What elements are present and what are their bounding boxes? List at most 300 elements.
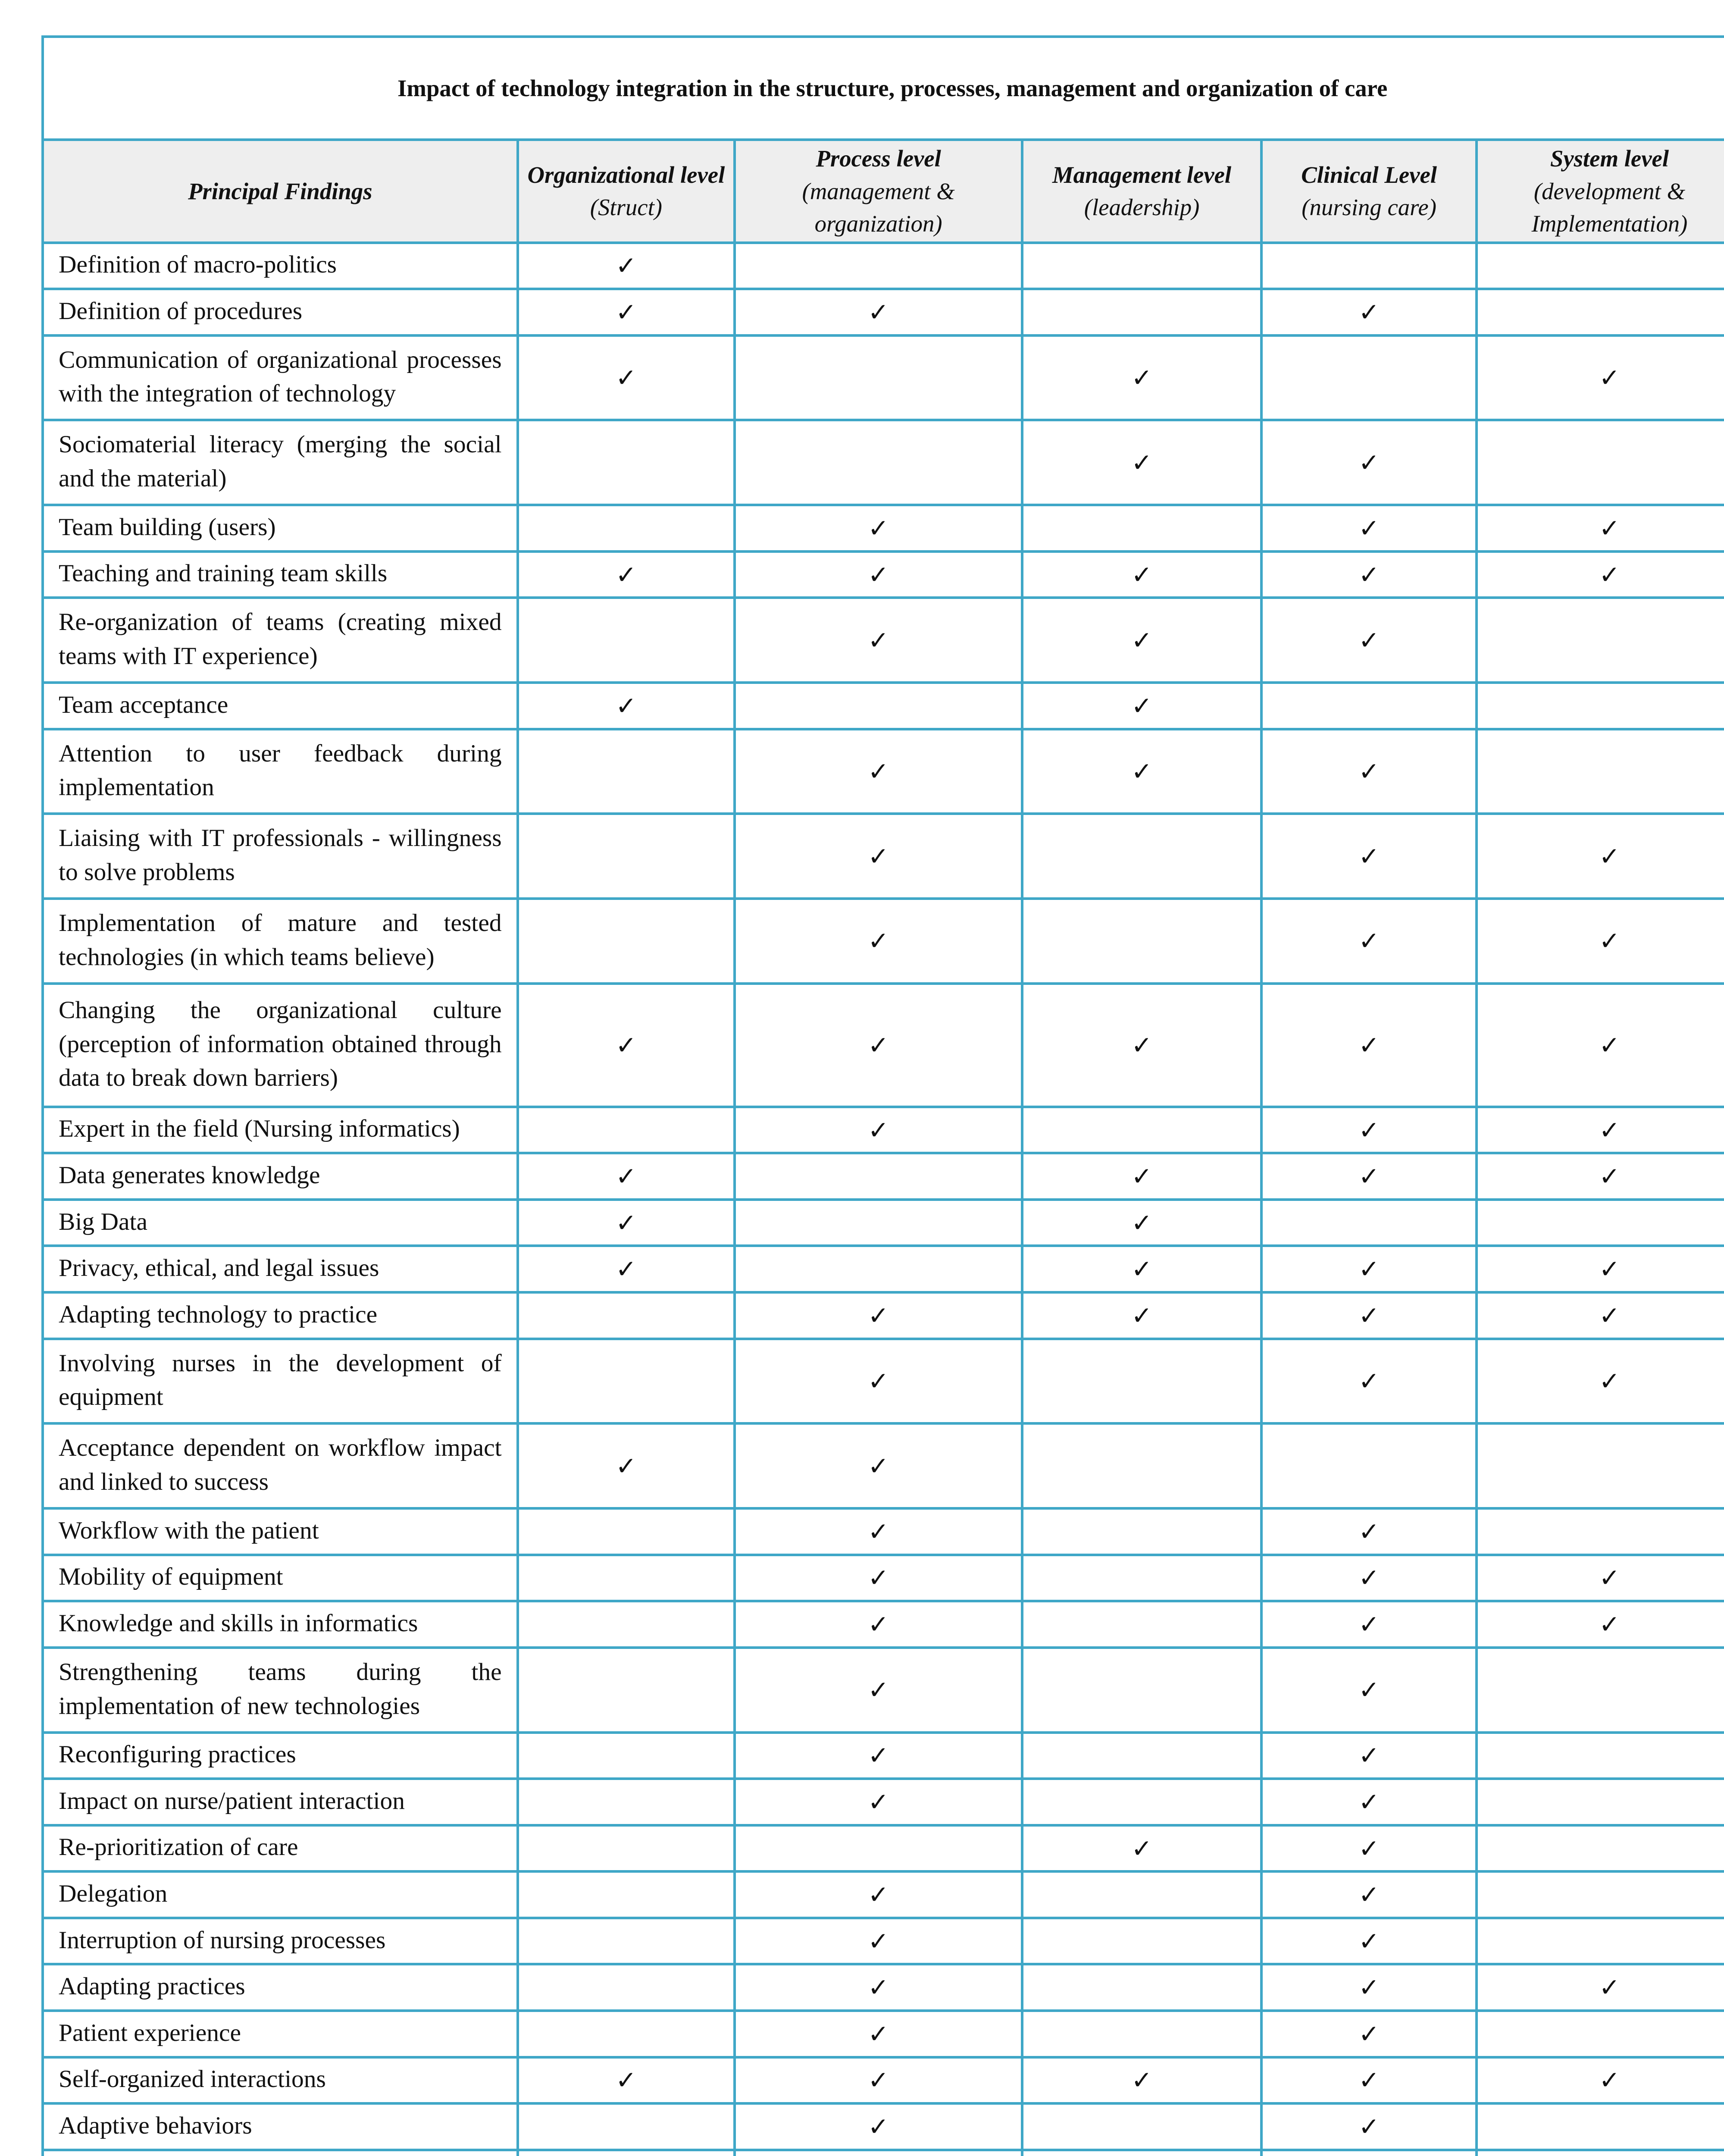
finding-cell: Re-prioritization of care [43,1825,518,1872]
cell-system [1477,683,1724,729]
finding-cell: Implementation of mature and tested technologies (in which teams believe) [43,899,518,984]
cell-clinical [1261,420,1477,505]
cell-clinical [1261,1918,1477,1965]
cell-system [1477,814,1724,899]
cell-process [735,1292,1022,1339]
cell-organizational [518,598,735,683]
table-row [43,1601,1724,1648]
table-row [43,1871,1724,1918]
cell-organizational [518,1423,735,1508]
check-icon: ✓ [868,841,889,871]
cell-organizational [518,1555,735,1601]
cell-management [1022,2150,1261,2156]
table-row [43,420,1724,505]
cell-organizational [518,729,735,814]
finding-cell: Adapting technology to practice [43,1292,518,1339]
cell-management [1022,1339,1261,1424]
table-row [43,1292,1724,1339]
check-icon: ✓ [868,625,889,655]
cell-organizational [518,814,735,899]
check-icon: ✓ [1599,1254,1620,1284]
finding-cell: Self-organized interactions [43,2057,518,2104]
finding-cell: Workflow with the patient [43,1508,518,1555]
check-icon: ✓ [1358,625,1380,655]
cell-process [735,289,1022,335]
finding-cell: Definition of macro-politics [43,243,518,289]
cell-clinical [1261,1825,1477,1872]
cell-management [1022,2011,1261,2057]
finding-cell: Acceptance dependent on workflow impact and linked to success [43,1423,518,1508]
table-row [43,1964,1724,2011]
cell-clinical [1261,729,1477,814]
check-icon: ✓ [868,1675,889,1705]
cell-organizational [518,1648,735,1733]
cell-process [735,598,1022,683]
check-icon: ✓ [616,251,637,281]
cell-clinical [1261,552,1477,598]
finding-cell: Big Data [43,1200,518,1246]
cell-clinical [1261,1779,1477,1825]
check-icon: ✓ [616,363,637,393]
check-icon: ✓ [1599,363,1620,393]
check-icon: ✓ [868,1030,889,1060]
check-icon: ✓ [1358,1254,1380,1284]
check-icon: ✓ [1599,1162,1620,1191]
table-row [43,899,1724,984]
check-icon: ✓ [1131,1162,1152,1191]
cell-clinical [1261,1508,1477,1555]
cell-process [735,2057,1022,2104]
cell-system [1477,1508,1724,1555]
header-org-title: Organizational level [527,161,725,188]
cell-process [735,1601,1022,1648]
cell-management [1022,1825,1261,1872]
finding-cell: Interruption of nursing processes [43,1918,518,1965]
cell-organizational [518,420,735,505]
check-icon: ✓ [616,1451,637,1481]
table-row [43,1153,1724,1200]
check-icon: ✓ [1358,841,1380,871]
check-icon: ✓ [1599,1563,1620,1593]
check-icon: ✓ [616,560,637,589]
cell-process [735,814,1022,899]
header-clinical-sub: (nursing care) [1302,194,1436,221]
header-clinical-level [1261,140,1477,243]
header-process-level [735,140,1022,243]
header-process-title: Process level [816,145,941,172]
check-icon: ✓ [1131,2065,1152,2095]
check-icon: ✓ [868,1300,889,1330]
cell-system [1477,420,1724,505]
finding-cell: Patient experience [43,2011,518,2057]
table-row [43,1733,1724,1779]
cell-management [1022,1964,1261,2011]
cell-organizational [518,1292,735,1339]
check-icon: ✓ [868,757,889,787]
check-icon: ✓ [1358,1833,1380,1863]
cell-organizational [518,2150,735,2156]
finding-cell: Reconfiguring practices [43,1733,518,1779]
cell-system [1477,1200,1724,1246]
cell-process [735,420,1022,505]
cell-process [735,683,1022,729]
finding-cell: Definition of procedures [43,289,518,335]
cell-process [735,1423,1022,1508]
check-icon: ✓ [1599,926,1620,956]
finding-cell: Mobility of equipment [43,1555,518,1601]
cell-process [735,1964,1022,2011]
cell-management [1022,814,1261,899]
cell-system [1477,2103,1724,2150]
cell-process [735,984,1022,1107]
finding-cell: Expert in the field (Nursing informatics) [43,1107,518,1153]
cell-process [735,243,1022,289]
check-icon: ✓ [1358,1675,1380,1705]
cell-management [1022,899,1261,984]
cell-clinical [1261,899,1477,984]
cell-process [735,2150,1022,2156]
check-icon: ✓ [868,1366,889,1396]
check-icon: ✓ [868,1880,889,1910]
finding-cell: Team acceptance [43,683,518,729]
cell-system [1477,1871,1724,1918]
table-row [43,984,1724,1107]
check-icon: ✓ [868,1517,889,1546]
cell-process [735,1153,1022,1200]
finding-cell: Involving nurses in the development of equipment [43,1339,518,1424]
check-icon: ✓ [1131,1833,1152,1863]
cell-organizational [518,289,735,335]
cell-clinical [1261,335,1477,420]
cell-process [735,2011,1022,2057]
cell-organizational [518,984,735,1107]
check-icon: ✓ [868,1451,889,1481]
table-row [43,552,1724,598]
header-system-level [1477,140,1724,243]
cell-clinical [1261,2011,1477,2057]
cell-system [1477,1423,1724,1508]
cell-management [1022,683,1261,729]
table-row [43,1825,1724,1872]
cell-organizational [518,1964,735,2011]
check-icon: ✓ [868,2112,889,2141]
check-icon: ✓ [868,1787,889,1817]
check-icon: ✓ [868,1115,889,1145]
check-icon: ✓ [868,926,889,956]
check-icon: ✓ [1599,1300,1620,1330]
check-icon: ✓ [1358,2065,1380,2095]
table-row [43,598,1724,683]
check-icon: ✓ [868,297,889,327]
table-title: Impact of technology integration in the structure, processes, management and organization of care [43,37,1724,140]
check-icon: ✓ [616,297,637,327]
cell-organizational [518,1339,735,1424]
check-icon: ✓ [616,1030,637,1060]
header-process-sub: (management & organization) [802,178,955,237]
cell-process [735,1508,1022,1555]
cell-system [1477,899,1724,984]
cell-system [1477,1779,1724,1825]
check-icon: ✓ [868,1563,889,1593]
cell-process [735,899,1022,984]
check-icon: ✓ [1358,1517,1380,1546]
finding-cell: Privacy, ethical, and legal issues [43,1246,518,1292]
cell-management [1022,2057,1261,2104]
check-icon: ✓ [1358,448,1380,477]
cell-process [735,1246,1022,1292]
cell-system [1477,1918,1724,1965]
check-icon: ✓ [1358,1880,1380,1910]
cell-organizational [518,1107,735,1153]
check-icon: ✓ [1131,1300,1152,1330]
check-icon: ✓ [868,513,889,543]
cell-clinical [1261,2103,1477,2150]
cell-management [1022,289,1261,335]
table-row [43,2011,1724,2057]
cell-management [1022,1153,1261,1200]
table-row [43,335,1724,420]
cell-management [1022,1246,1261,1292]
cell-management [1022,1508,1261,1555]
cell-system [1477,1153,1724,1200]
table-row [43,1918,1724,1965]
table-row [43,1246,1724,1292]
check-icon: ✓ [1358,1030,1380,1060]
cell-clinical [1261,598,1477,683]
table-row [43,289,1724,335]
header-org-sub: (Struct) [590,194,663,221]
cell-system [1477,243,1724,289]
cell-management [1022,335,1261,420]
cell-system [1477,1601,1724,1648]
check-icon: ✓ [1358,297,1380,327]
cell-system [1477,1292,1724,1339]
cell-process [735,1779,1022,1825]
cell-system [1477,984,1724,1107]
cell-management [1022,1555,1261,1601]
cell-system [1477,729,1724,814]
check-icon: ✓ [1599,841,1620,871]
table-row [43,1107,1724,1153]
cell-system [1477,289,1724,335]
cell-organizational [518,1871,735,1918]
finding-cell: Attention to user feedback during implementation [43,729,518,814]
table-row [43,814,1724,899]
cell-process [735,1918,1022,1965]
cell-system [1477,505,1724,552]
cell-process [735,729,1022,814]
cell-system [1477,2057,1724,2104]
table-row [43,1555,1724,1601]
table-row [43,243,1724,289]
finding-cell: Changing the organizational culture (perception of information obtained through data to break down barriers) [43,984,518,1107]
check-icon: ✓ [868,560,889,589]
cell-management [1022,984,1261,1107]
check-icon: ✓ [1131,757,1152,787]
cell-clinical [1261,1871,1477,1918]
check-icon: ✓ [1358,560,1380,589]
cell-organizational [518,1246,735,1292]
table-row [43,1423,1724,1508]
check-icon: ✓ [1358,926,1380,956]
cell-organizational [518,683,735,729]
finding-cell: Strengthening teams during the implementation of new technologies [43,1648,518,1733]
check-icon: ✓ [616,691,637,721]
cell-system [1477,1246,1724,1292]
check-icon: ✓ [1131,448,1152,477]
check-icon: ✓ [1358,1610,1380,1639]
cell-management [1022,729,1261,814]
cell-organizational [518,1153,735,1200]
cell-management [1022,505,1261,552]
header-system-title: System level [1550,145,1669,172]
cell-organizational [518,243,735,289]
cell-management [1022,2103,1261,2150]
cell-system [1477,1648,1724,1733]
check-icon: ✓ [1599,1366,1620,1396]
table-row [43,1339,1724,1424]
cell-process [735,552,1022,598]
table-row [43,505,1724,552]
check-icon: ✓ [868,1973,889,2002]
cell-system [1477,598,1724,683]
cell-management [1022,552,1261,598]
table-row [43,683,1724,729]
check-icon: ✓ [1599,513,1620,543]
cell-clinical [1261,1423,1477,1508]
cell-system [1477,552,1724,598]
check-icon: ✓ [1131,691,1152,721]
cell-clinical [1261,1964,1477,2011]
finding-cell: Knowledge and skills in informatics [43,1601,518,1648]
check-icon: ✓ [1358,1162,1380,1191]
check-icon: ✓ [1131,1030,1152,1060]
header-management-level [1022,140,1261,243]
check-icon: ✓ [868,2065,889,2095]
cell-system [1477,1825,1724,1872]
check-icon: ✓ [616,1208,637,1238]
cell-management [1022,598,1261,683]
cell-process [735,1733,1022,1779]
cell-management [1022,420,1261,505]
check-icon: ✓ [616,1254,637,1284]
check-icon: ✓ [1358,1300,1380,1330]
cell-clinical [1261,1601,1477,1648]
cell-clinical [1261,1246,1477,1292]
cell-system [1477,2011,1724,2057]
cell-management [1022,1871,1261,1918]
cell-organizational [518,2057,735,2104]
cell-clinical [1261,1200,1477,1246]
header-findings-label: Principal Findings [188,178,372,204]
cell-organizational [518,1508,735,1555]
cell-organizational [518,505,735,552]
cell-clinical [1261,2057,1477,2104]
header-system-sub: (development & Implementation) [1531,178,1688,237]
cell-system [1477,1555,1724,1601]
cell-organizational [518,2011,735,2057]
cell-clinical [1261,2150,1477,2156]
table-row [43,1779,1724,1825]
table-body [43,243,1724,2156]
check-icon: ✓ [1358,513,1380,543]
cell-process [735,1107,1022,1153]
check-icon: ✓ [1358,2019,1380,2049]
cell-clinical [1261,1555,1477,1601]
cell-process [735,335,1022,420]
cell-organizational [518,1918,735,1965]
cell-system [1477,1733,1724,1779]
finding-cell: Teaching and training team skills [43,552,518,598]
cell-clinical [1261,1107,1477,1153]
table-row [43,1648,1724,1733]
table-row [43,729,1724,814]
check-icon: ✓ [616,2065,637,2095]
cell-clinical [1261,243,1477,289]
check-icon: ✓ [1131,363,1152,393]
finding-cell: Communication of organizational processes with the integration of technology [43,335,518,420]
finding-cell: Sociomaterial literacy (merging the social and the material) [43,420,518,505]
finding-cell: Adaptive behaviors [43,2103,518,2150]
table-row [43,1200,1724,1246]
check-icon: ✓ [1358,1973,1380,2002]
cell-system [1477,1107,1724,1153]
cell-organizational [518,1733,735,1779]
cell-clinical [1261,683,1477,729]
check-icon: ✓ [868,1610,889,1639]
table-row [43,2150,1724,2156]
finding-cell: Data generates knowledge [43,1153,518,1200]
cell-management [1022,1733,1261,1779]
cell-system [1477,1339,1724,1424]
findings-table [41,35,1724,2156]
check-icon: ✓ [868,2019,889,2049]
table-row [43,1508,1724,1555]
table-row [43,2103,1724,2150]
cell-management [1022,1107,1261,1153]
check-icon: ✓ [1131,625,1152,655]
cell-process [735,1339,1022,1424]
finding-cell: Delegation [43,1871,518,1918]
cell-process [735,1648,1022,1733]
header-mgmt-title: Management level [1052,161,1232,188]
cell-organizational [518,899,735,984]
cell-management [1022,1423,1261,1508]
cell-process [735,1871,1022,1918]
cell-management [1022,1648,1261,1733]
header-principal-findings [43,140,518,243]
cell-clinical [1261,984,1477,1107]
cell-management [1022,243,1261,289]
cell-system [1477,335,1724,420]
check-icon: ✓ [1358,2112,1380,2141]
finding-cell: Re-organization of teams (creating mixed teams with IT experience) [43,598,518,683]
check-icon: ✓ [1599,1610,1620,1639]
cell-organizational [518,1779,735,1825]
check-icon: ✓ [1131,1254,1152,1284]
check-icon: ✓ [1358,1563,1380,1593]
cell-clinical [1261,1153,1477,1200]
finding-cell: Liaising with IT professionals - willingness to solve problems [43,814,518,899]
cell-clinical [1261,1339,1477,1424]
check-icon: ✓ [1599,1973,1620,2002]
cell-organizational [518,1825,735,1872]
cell-clinical [1261,814,1477,899]
table-row [43,2057,1724,2104]
cell-process [735,505,1022,552]
cell-clinical [1261,1648,1477,1733]
cell-organizational [518,1601,735,1648]
